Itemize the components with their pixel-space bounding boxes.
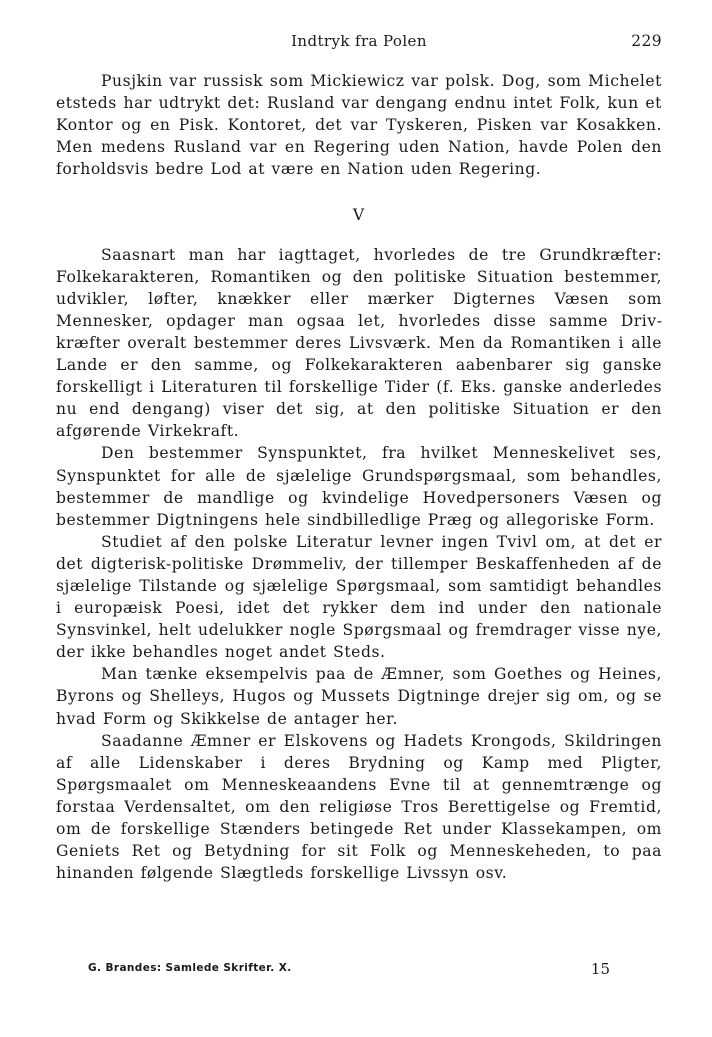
- paragraph: Man tænke eksempelvis paa de Æmner, som Goethes og Heines, Byrons og Shelleys, Hugos og Mussets Digtninge drejer sig om, og se hvad Form og Skikkelse de antager her.: [56, 665, 662, 728]
- page-number: 229: [631, 32, 662, 50]
- paragraph: Saadanne Æmner er Elskovens og Hadets Krongods, Skildringen af alle Lidenskaber i deres Brydning og Kamp med Pligter, Spørgsmaalet om Menneskeaandens Evne til at gennemtrænge og forstaa Verdensaltet, om den religiøse Tros Berettigelse og Fremtid, om de forskellige Stænders betingede Ret under Klassekampen, om Geniets Ret og Betydning for sit Folk og Menneskeheden, to paa hinanden følgende Slægtleds forskellige Livssyn osv.: [56, 731, 662, 883]
- page-header: [56, 30, 662, 56]
- running-title: Indtryk fra Polen: [291, 32, 427, 50]
- footer-signature: G. Brandes: Samlede Skrifter. X.: [88, 962, 292, 974]
- book-page: [56, 30, 662, 884]
- paragraph: Studiet af den polske Literatur levner ingen Tvivl om, at det er det digterisk-politiske Drømmeliv, der tillemper Beskaffenheden af de sjælelige Tilstande og sjælelige Spørgsmaal, som samtidigt behandles i europæisk Poesi, idet det rykker dem ind under den nationale Synsvinkel, helt udelukker nogle Spørgsmaal og fremdrager visse nye, der ikke behandles noget andet Steds.: [56, 532, 662, 662]
- paragraph: Saasnart man har iagttaget, hvorledes de tre Grundkræfter: Folkekarakteren, Romantiken og den politiske Situation bestemmer, udvikler, løfter, knækker eller mærker Digternes Væsen som Mennesker, opdager man ogsaa let, hvorledes disse samme Drivkræfter overalt bestemmer deres Livsværk. Men da Romantiken i alle Lande er den samme, og Folkekarakteren aabenbarer sig ganske forskelligt i Literaturen til forskellige Tider (f. Eks. ganske anderledes nu end dengang) viser det sig, at den politiske Situation er den afgørende Virkekraft.: [56, 245, 662, 441]
- body-text: [56, 70, 662, 884]
- page-footer: [88, 962, 612, 982]
- section-numeral: V: [352, 206, 366, 225]
- paragraph: Pusjkin var russisk som Mickiewicz var polsk. Dog, som Michelet etsteds har udtrykt det: Rusland var dengang endnu intet Folk, kun et Kontor og en Pisk. Kontoret, det var Tyskeren, Pisken var Kosakken. Men medens Rusland var en Regering uden Nation, havde Polen den forholdsvis bedre Lod at være en Nation uden Regering.: [56, 72, 662, 179]
- paragraph: Den bestemmer Synspunktet, fra hvilket Menneskelivet ses, Synspunktet for alle de sjælelige Grundspørgsmaal, som behandles, bestemmer de mandlige og kvindelige Hovedpersoners Væsen og bestemmer Digtningens hele sindbilledlige Præg og allegoriske Form.: [56, 444, 662, 529]
- sheet-number: 15: [590, 960, 610, 978]
